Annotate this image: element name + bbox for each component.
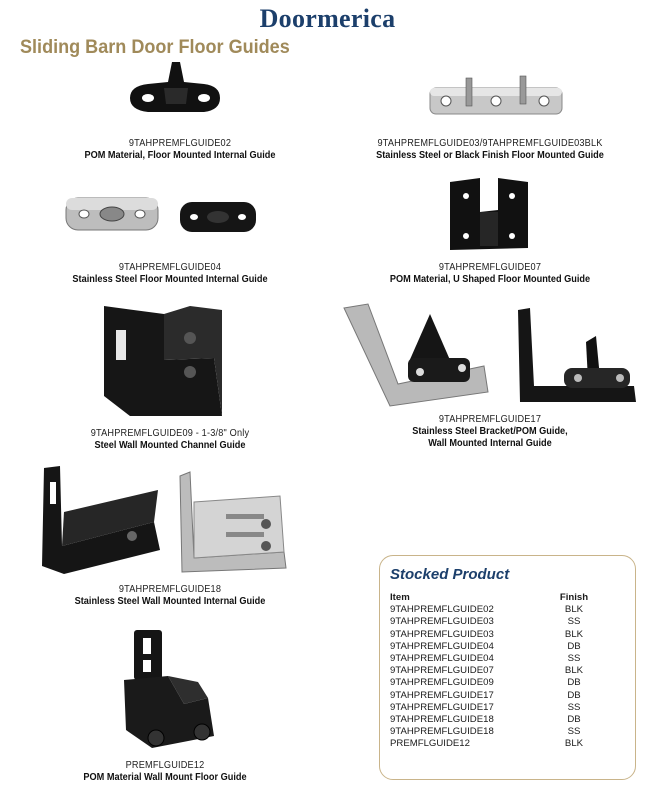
item-cell: 9TAHPREMFLGUIDE09: [390, 677, 494, 689]
table-row: [390, 629, 625, 641]
item-cell: 9TAHPREMFLGUIDE03: [390, 616, 494, 628]
guide04-desc: Stainless Steel Floor Mounted Internal Guide: [72, 274, 268, 285]
table-row: [390, 653, 625, 665]
guide07-code: 9TAHPREMFLGUIDE07: [438, 262, 542, 273]
finish-cell: BLK: [564, 604, 584, 616]
table-row: [390, 690, 625, 702]
finish-cell: BLK: [564, 665, 584, 677]
guide07-desc: POM Material, U Shaped Floor Mounted Guide: [389, 274, 591, 285]
table-row: [390, 702, 625, 714]
table-row: [390, 641, 625, 653]
guide07-image: [444, 174, 534, 256]
guide02-code: 9TAHPREMFLGUIDE02: [128, 138, 232, 149]
item-cell: 9TAHPREMFLGUIDE17: [390, 689, 494, 701]
item-cell: 9TAHPREMFLGUIDE18: [390, 714, 494, 726]
guide09-code: 9TAHPREMFLGUIDE09 - 1-3/8" Only: [90, 428, 250, 439]
finish-cell: SS: [567, 616, 581, 628]
guide12-desc: POM Material Wall Mount Floor Guide: [83, 772, 247, 783]
finish-cell: DB: [567, 689, 581, 701]
finish-cell: SS: [567, 726, 581, 738]
stocked-header-row: [390, 592, 625, 604]
item-cell: 9TAHPREMFLGUIDE18: [390, 726, 494, 738]
item-cell: 9TAHPREMFLGUIDE04: [390, 640, 494, 652]
finish-cell: SS: [567, 701, 581, 713]
guide02-desc: POM Material, Floor Mounted Internal Guide: [84, 150, 276, 161]
finish-cell: DB: [567, 640, 581, 652]
guide03-caption: [346, 138, 634, 162]
guide03-code: 9TAHPREMFLGUIDE03/9TAHPREMFLGUIDE03BLK: [377, 138, 603, 149]
stocked-title: Stocked Product: [390, 566, 510, 583]
guide04-image: [62, 192, 262, 240]
guide03-desc: Stainless Steel or Black Finish Floor Mounted Guide: [376, 150, 604, 161]
table-row: [390, 616, 625, 628]
guide02-image: [120, 58, 230, 128]
guide04-code: 9TAHPREMFLGUIDE04: [118, 262, 222, 273]
guide18-image: [34, 462, 294, 578]
item-cell: 9TAHPREMFLGUIDE17: [390, 701, 494, 713]
guide09-desc: Steel Wall Mounted Channel Guide: [94, 440, 246, 451]
page-title: Sliding Barn Door Floor Guides: [20, 37, 290, 58]
guide17-desc: Stainless Steel Bracket/POM Guide,: [412, 426, 568, 437]
finish-cell: SS: [567, 653, 581, 665]
finish-cell: BLK: [564, 628, 584, 640]
guide18-code: 9TAHPREMFLGUIDE18: [118, 584, 222, 595]
guide12-image: [112, 626, 222, 754]
table-row: [390, 604, 625, 616]
finish-cell: BLK: [564, 738, 584, 750]
stocked-table: [390, 592, 625, 751]
item-cell: 9TAHPREMFLGUIDE07: [390, 665, 494, 677]
finish-cell: DB: [567, 714, 581, 726]
item-cell: 9TAHPREMFLGUIDE03: [390, 628, 494, 640]
item-cell: 9TAHPREMFLGUIDE04: [390, 653, 494, 665]
col-item-header: Item: [390, 592, 410, 603]
table-row: [390, 714, 625, 726]
guide03-image: [426, 74, 566, 122]
guide17-desc2: Wall Mounted Internal Guide: [428, 438, 552, 449]
guide17-image: [338, 302, 650, 410]
guide12-code: PREMFLGUIDE12: [125, 760, 205, 771]
item-cell: 9TAHPREMFLGUIDE02: [390, 604, 494, 616]
col-finish-header: Finish: [559, 592, 589, 603]
guide17-caption: [355, 414, 625, 450]
table-row: [390, 665, 625, 677]
table-row: [390, 738, 625, 750]
guide09-caption: [35, 428, 305, 452]
guide09-image: [94, 300, 230, 420]
guide18-desc: Stainless Steel Wall Mounted Internal Guide: [74, 596, 266, 607]
guide02-caption: [45, 138, 315, 162]
item-cell: PREMFLGUIDE12: [390, 738, 470, 750]
guide17-code: 9TAHPREMFLGUIDE17: [438, 414, 542, 425]
guide07-caption: [346, 262, 634, 286]
guide04-caption: [35, 262, 305, 286]
stocked-product-panel: [379, 555, 636, 780]
guide12-caption: [30, 760, 300, 784]
finish-cell: DB: [567, 677, 581, 689]
table-row: [390, 677, 625, 689]
brand-logo: Doormerica: [259, 4, 396, 33]
guide18-caption: [35, 584, 305, 608]
table-row: [390, 726, 625, 738]
